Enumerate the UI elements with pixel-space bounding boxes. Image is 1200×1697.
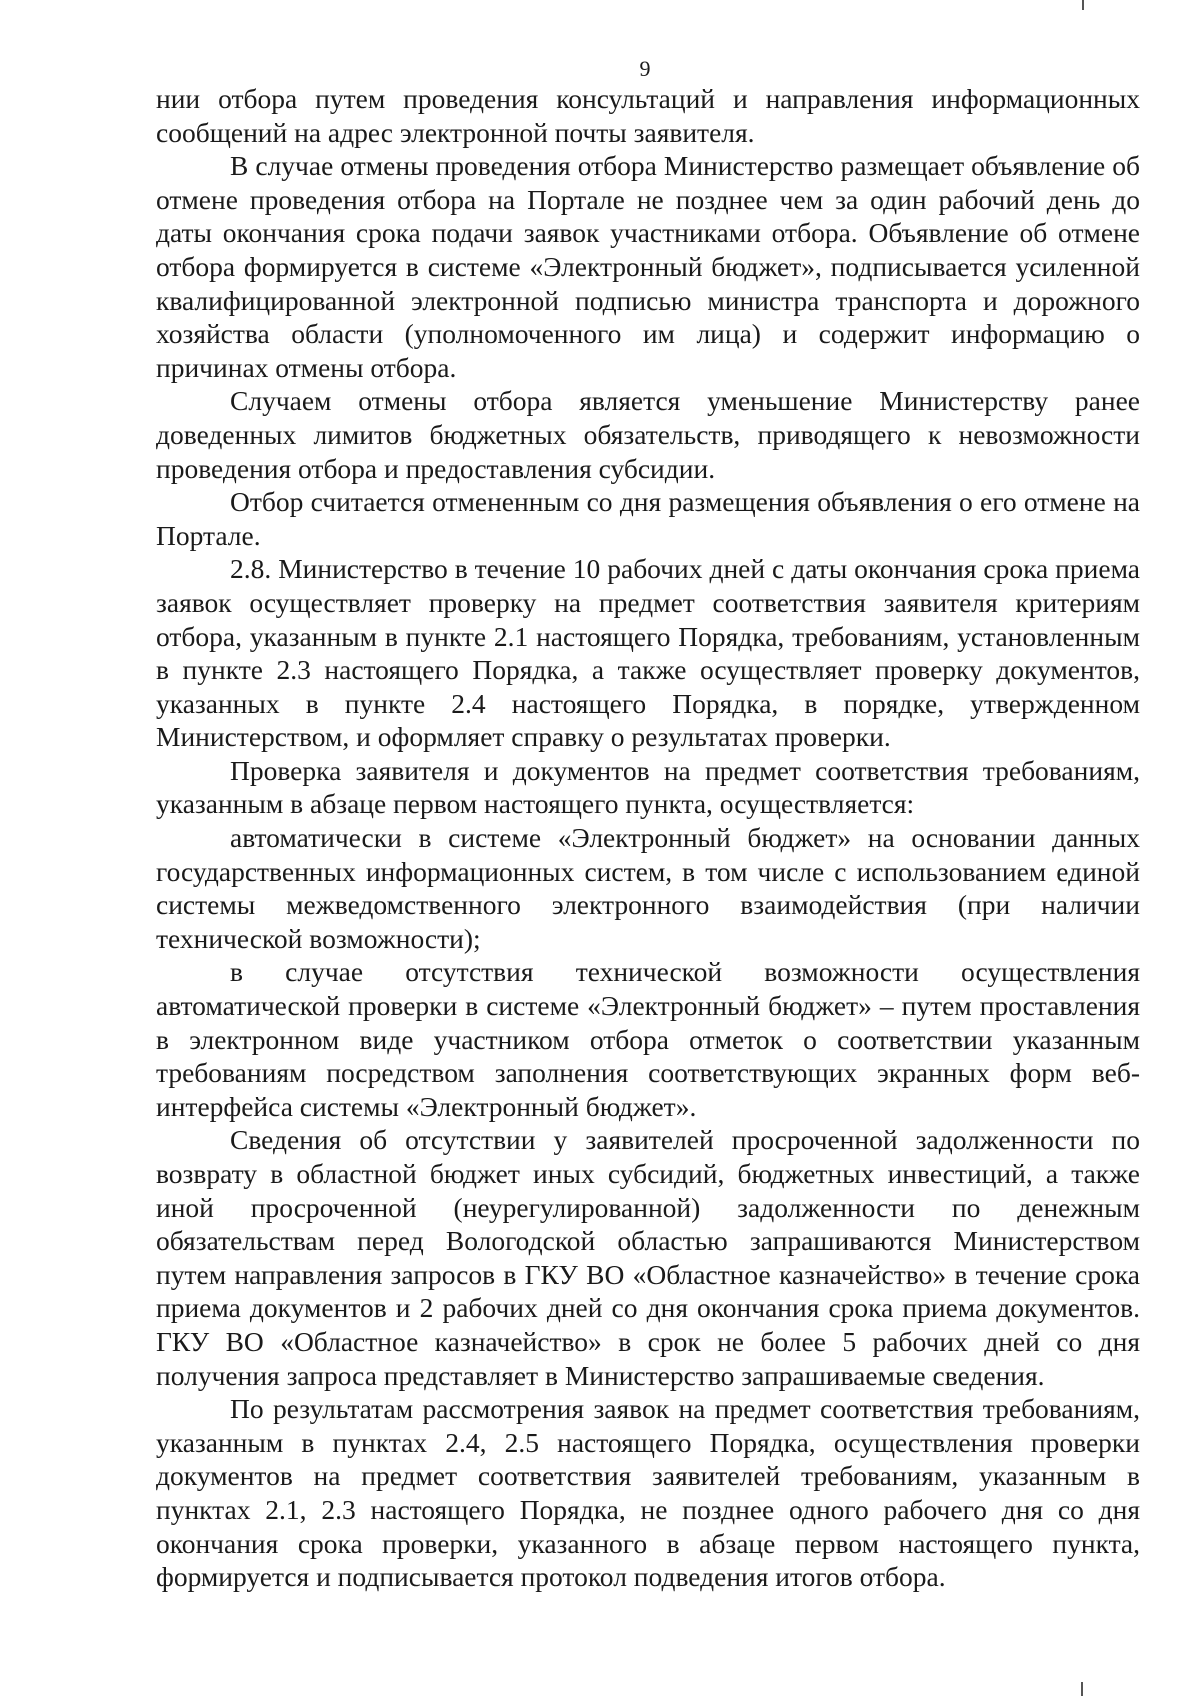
- document-body: [156, 82, 1140, 1594]
- scan-edge-mark: [1082, 0, 1084, 10]
- paragraph-cancellation-effective: Отбор считается отмененным со дня размещения объявления о его отмене на Портале.: [156, 486, 1140, 551]
- paragraph-protocol: По результатам рассмотрения заявок на предмет соответствия требованиям, указанным в пунктах 2.4, 2.5 настоящего Порядка, осуществления проверки документов на предмет соответствия заявителей требованиям, указанным в пунктах 2.1, 2.3 настоящего Порядка, не позднее одного рабочего дня со дня окончания срока проверки, указанного в абзаце первом настоящего пункта, формируется и подписывается протокол подведения итогов отбора.: [156, 1393, 1140, 1593]
- paragraph-continuation: нии отбора путем проведения консультаций и направления информационных сообщений на адрес электронной почты заявителя.: [156, 83, 1140, 148]
- paragraph-cancellation-case: Случаем отмены отбора является уменьшение Министерству ранее доведенных лимитов бюджетных обязательств, приводящего к невозможности проведения отбора и предоставления субсидии.: [156, 385, 1140, 484]
- paragraph-debt-information: Сведения об отсутствии у заявителей просроченной задолженности по возврату в областной бюджет иных субсидий, бюджетных инвестиций, а также иной просроченной (неурегулированной) задолженности по денежным обязательствам перед Вологодской областью запрашиваются Министерством путем направления запросов в ГКУ ВО «Областное казначейство» в течение срока приема документов и 2 рабочих дней со дня окончания срока приема документов. ГКУ ВО «Областное казначейство» в срок не более 5 рабочих дней со дня получения запроса представляет в Министерство запрашиваемые сведения.: [156, 1124, 1140, 1391]
- paragraph-verification-intro: Проверка заявителя и документов на предмет соответствия требованиям, указанным в абзаце первом настоящего пункта, осуществляется:: [156, 754, 1140, 820]
- paragraph-clause-2-8: 2.8. Министерство в течение 10 рабочих дней с даты окончания срока приема заявок осуществляет проверку на предмет соответствия заявителя критериям отбора, указанным в пункте 2.1 настоящего Порядка, требованиям, установленным в пункте 2.3 настоящего Порядка, а также осуществляет проверку документов, указанных в пункте 2.4 настоящего Порядка, в порядке, утвержденном Министерством, и оформляет справку о результатах проверки.: [156, 553, 1140, 753]
- scan-edge-mark: [1081, 1682, 1083, 1696]
- paragraph-cancellation-notice: В случае отмены проведения отбора Министерство размещает объявление об отмене проведения отбора на Портале не позднее чем за один рабочий день до даты окончания срока подачи заявок участниками отбора. Объявление об отмене отбора формируется в системе «Электронный бюджет», подписывается усиленной квалифицированной электронной подписью министра транспорта и дорожного хозяйства области (уполномоченного им лица) и содержит информацию о причинах отмены отбора.: [156, 150, 1140, 383]
- paragraph-verification-automatic: автоматически в системе «Электронный бюджет» на основании данных государственных информационных систем, в том числе с использованием единой системы межведомственного электронного взаимодействия (при наличии технической возможности);: [156, 822, 1140, 954]
- page-number: 9: [639, 56, 651, 81]
- paragraph-verification-manual: в случае отсутствия технической возможности осуществления автоматической проверки в системе «Электронный бюджет» – путем проставления в электронном виде участником отбора отметок о соответствии указанным требованиям посредством заполнения соответствующих экранных форм веб-интерфейса системы «Электронный бюджет».: [156, 956, 1140, 1122]
